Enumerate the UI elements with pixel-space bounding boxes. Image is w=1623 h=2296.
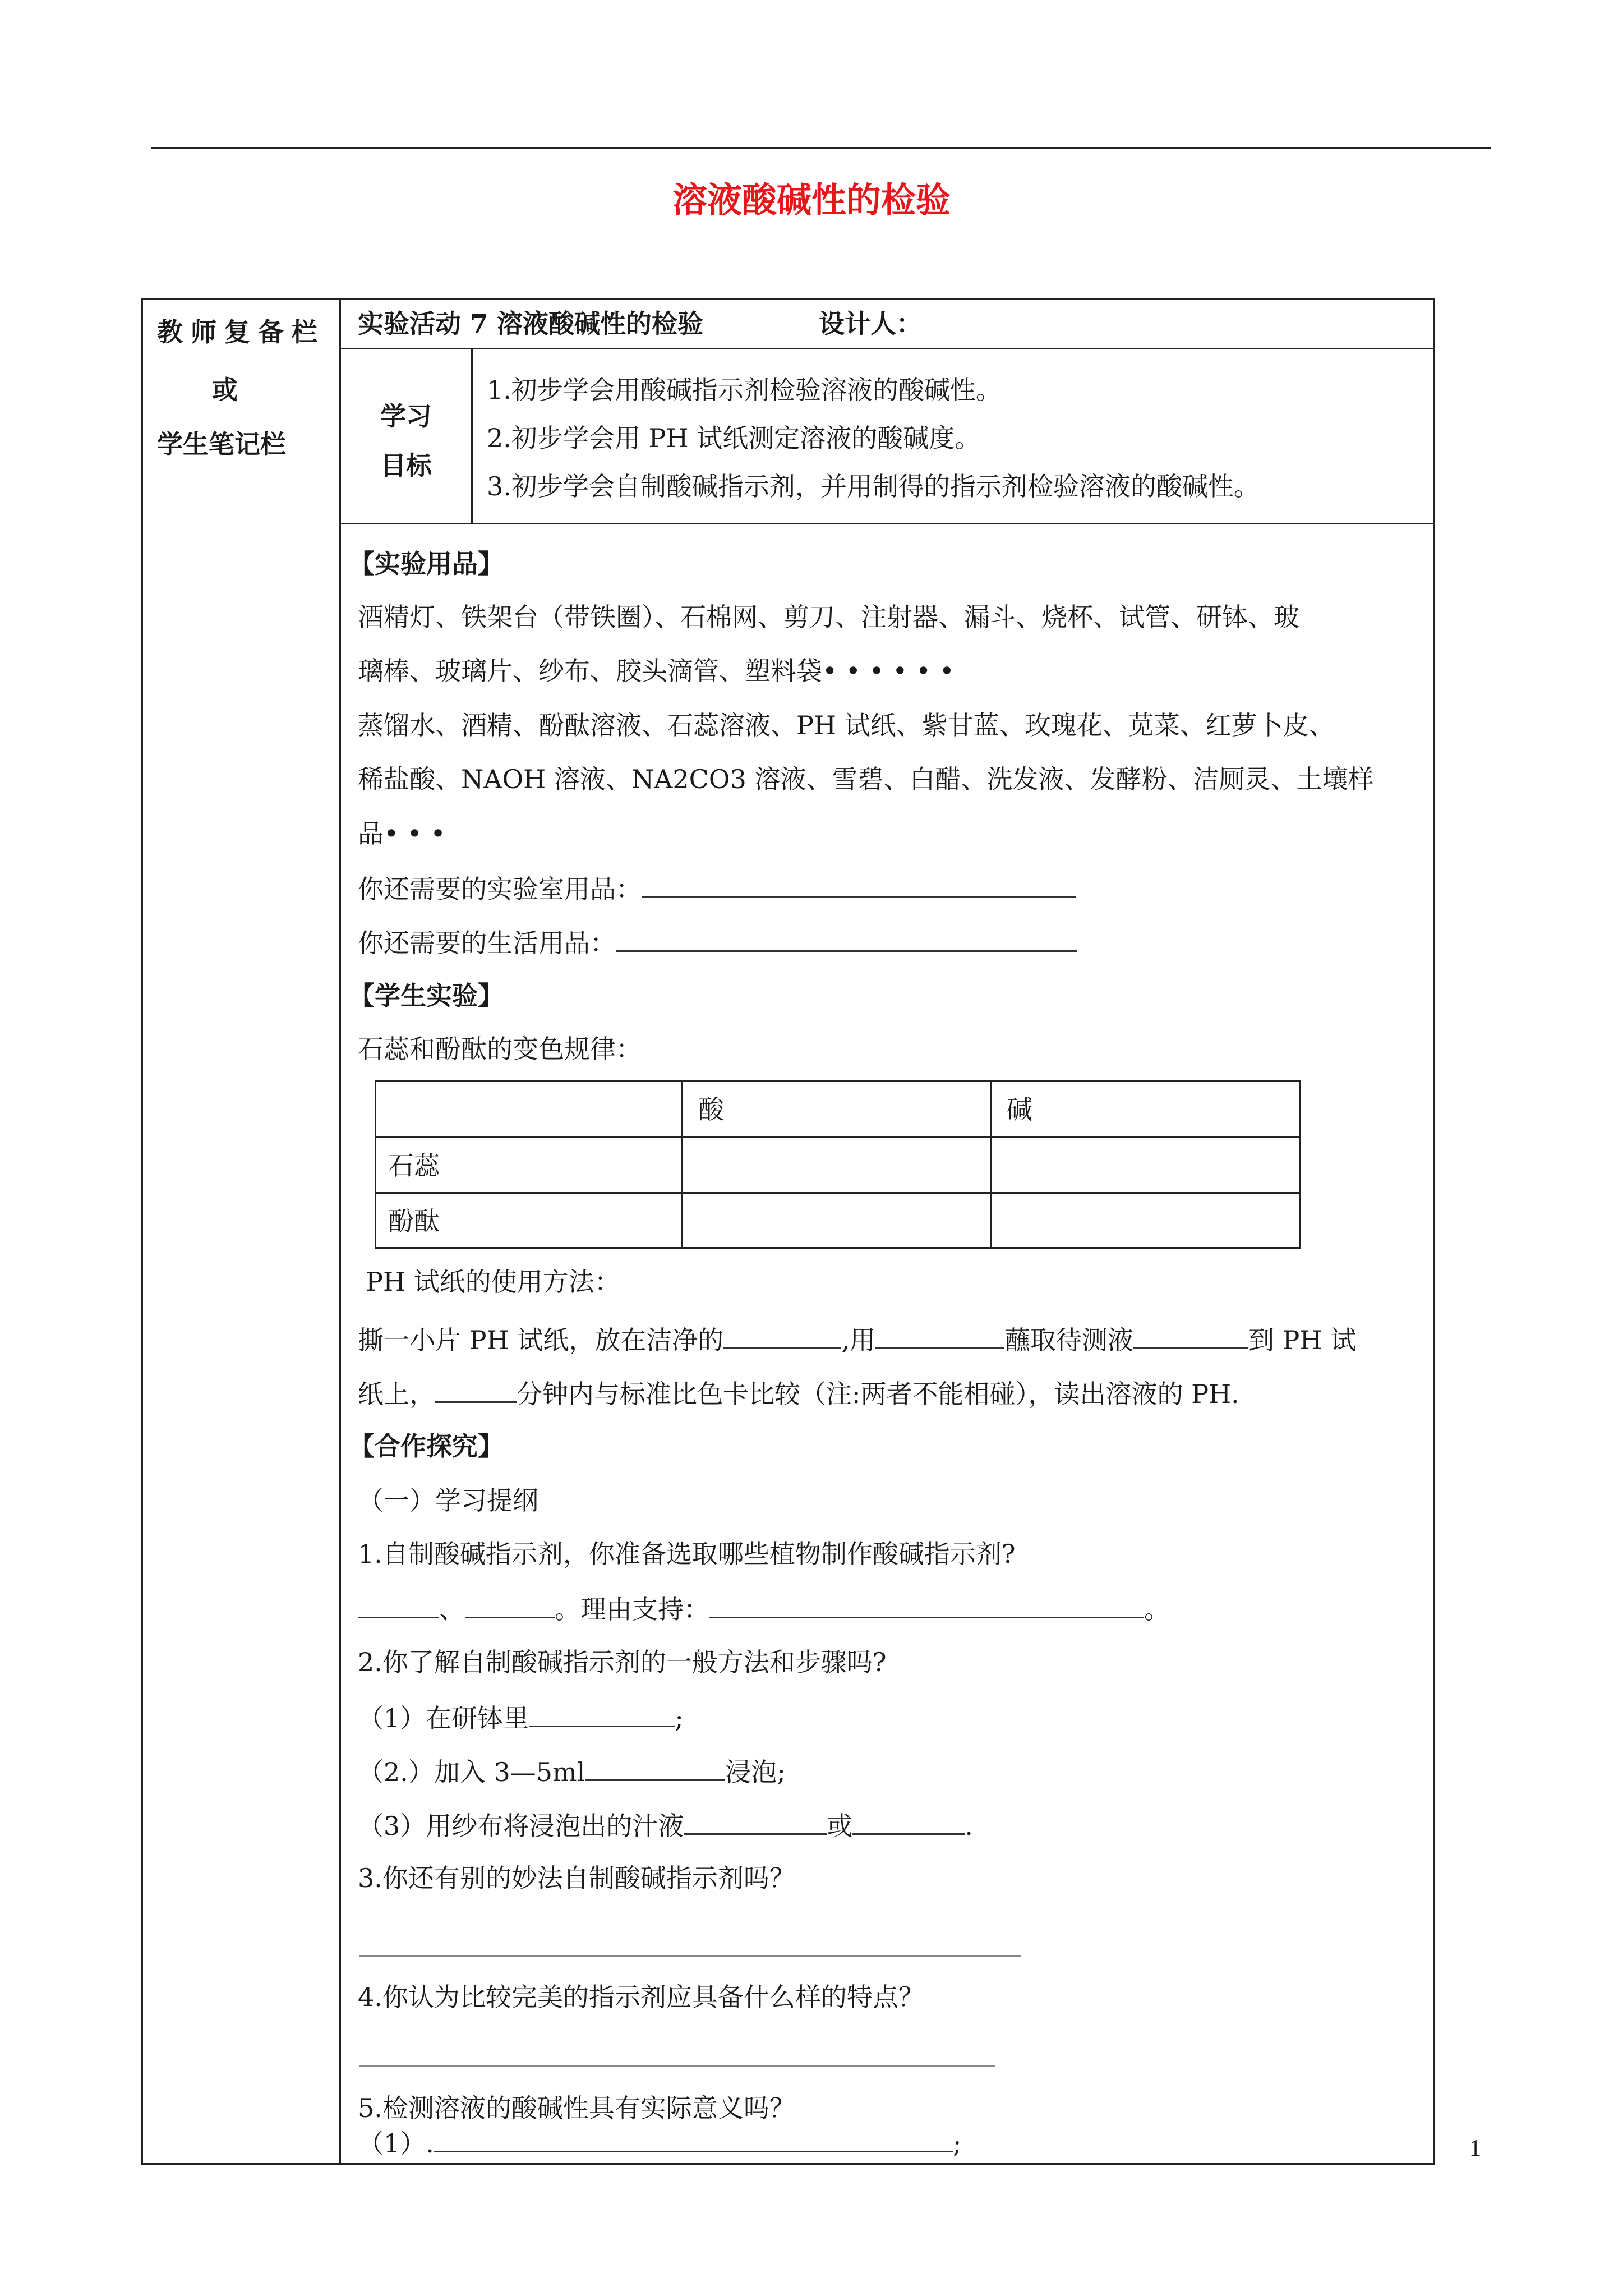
ph-usage-line-2 — [358, 1375, 1239, 1411]
step-1-end: ; — [675, 1703, 684, 1733]
q1-end: 。 — [1144, 1594, 1170, 1625]
step-2-label: （2.）加入 3—5ml — [358, 1757, 585, 1787]
step-3-end: . — [965, 1811, 973, 1841]
table-line-h1 — [375, 1080, 1301, 1082]
table-line-h4 — [375, 1247, 1301, 1249]
plant-blank-1[interactable] — [358, 1591, 439, 1618]
q5-item-1-blank[interactable] — [434, 2125, 953, 2152]
cooperation-heading: 【合作探究】 — [349, 1431, 504, 1461]
materials-line-1: 酒精灯、铁架台（带铁圈）、石棉网、剪刀、注射器、漏斗、烧杯、试管、研钵、玻 — [358, 602, 1299, 632]
materials-heading: 【实验用品】 — [349, 549, 504, 579]
step-3-blank-2[interactable] — [852, 1807, 965, 1835]
student-experiment-heading: 【学生实验】 — [349, 981, 504, 1011]
ph-blank-action[interactable] — [1133, 1322, 1248, 1349]
lab-supplies-prompt — [358, 871, 1076, 906]
step-3-or: 或 — [827, 1811, 853, 1841]
objective-1: 1.初步学会用酸碱指示剂检验溶液的酸碱性。 — [487, 375, 1002, 405]
ph-text-d: 到 PH 试 — [1248, 1325, 1357, 1355]
ph-blank-tool[interactable] — [875, 1322, 1004, 1349]
materials-line-3: 蒸馏水、酒精、酚酞溶液、石蕊溶液、PH 试纸、紫甘蓝、玫瑰花、苋菜、红萝卜皮、 — [358, 710, 1335, 740]
materials-line-2: 璃棒、玻璃片、纱布、胶头滴管、塑料袋• • • • • • — [358, 656, 955, 686]
question-1-answer — [358, 1591, 1170, 1626]
step-3-blank-1[interactable] — [684, 1807, 827, 1835]
sidebar-divider — [339, 298, 341, 2165]
color-table-caption: 石蕊和酚酞的变色规律： — [358, 1034, 642, 1064]
step-3 — [358, 1807, 973, 1843]
sidebar-label-3: 学生笔记栏 — [157, 429, 286, 459]
question-3-answer-line[interactable] — [359, 1955, 1021, 1957]
frame-bottom — [141, 2163, 1435, 2165]
q1-separator: 、 — [439, 1594, 465, 1625]
table-line-v3 — [990, 1080, 992, 1249]
ph-text-f: 分钟内与标准比色卡比较（注:两者不能相碰），读出溶液的 PH. — [517, 1379, 1239, 1409]
step-3-label: （3）用纱布将浸泡出的汁液 — [358, 1811, 684, 1841]
objectives-label-1: 学习 — [380, 401, 432, 431]
question-5-item-1 — [358, 2125, 961, 2160]
ph-text-c: 蘸取待测液 — [1004, 1325, 1133, 1355]
study-outline: （一）学习提纲 — [358, 1485, 538, 1516]
life-supplies-label: 你还需要的生活用品： — [358, 928, 616, 958]
ph-text-a: 撕一小片 PH 试纸，放在洁净的 — [358, 1325, 724, 1355]
table-header-acid: 酸 — [698, 1094, 724, 1125]
page-number: 1 — [1469, 2136, 1481, 2161]
sidebar-label-1: 教师复备栏 — [157, 317, 325, 347]
life-supplies-blank[interactable] — [616, 924, 1077, 952]
ph-blank-surface[interactable] — [723, 1322, 841, 1349]
materials-line-5: 品• • • — [358, 818, 446, 849]
q1-reason-label: 。理由支持： — [555, 1594, 709, 1625]
plant-blank-2[interactable] — [465, 1591, 555, 1618]
table-row-litmus: 石蕊 — [388, 1151, 440, 1181]
materials-line-4: 稀盐酸、NAOH 溶液、NA2CO3 溶液、雪碧、白醋、洗发液、发酵粉、洁厕灵、土壤样 — [358, 764, 1374, 794]
step-2 — [358, 1754, 786, 1789]
table-line-v1 — [375, 1080, 376, 1249]
objectives-label-divider — [471, 348, 473, 524]
designer-label: 设计人： — [819, 309, 922, 339]
life-supplies-prompt — [358, 924, 1077, 960]
ph-usage-title: PH 试纸的使用方法： — [366, 1267, 620, 1297]
question-3: 3.你还有别的妙法自制酸碱指示剂吗？ — [358, 1863, 795, 1893]
frame-left — [141, 298, 143, 2165]
question-1: 1.自制酸碱指示剂，你准备选取哪些植物制作酸碱指示剂? — [358, 1539, 1016, 1569]
lab-supplies-blank[interactable] — [642, 871, 1076, 898]
step-2-end: 浸泡; — [725, 1757, 786, 1787]
table-row-phenolphthalein: 酚酞 — [388, 1206, 440, 1236]
question-4-answer-line[interactable] — [359, 2065, 995, 2067]
objective-2: 2.初步学会用 PH 试纸测定溶液的酸碱度。 — [487, 423, 981, 453]
page-title: 溶液酸碱性的检验 — [672, 180, 951, 220]
question-5: 5.检测溶液的酸碱性具有实际意义吗？ — [358, 2093, 795, 2123]
q5-item-1-label: （1）. — [358, 2128, 434, 2159]
table-line-v4 — [1299, 1080, 1301, 1249]
step-2-blank[interactable] — [585, 1754, 725, 1781]
frame-right — [1433, 298, 1435, 2165]
ph-usage-line-1 — [358, 1322, 1356, 1357]
step-1-label: （1）在研钵里 — [358, 1703, 529, 1733]
question-4: 4.你认为比较完美的指示剂应具备什么样的特点？ — [358, 1982, 924, 2012]
table-line-h3 — [375, 1192, 1301, 1194]
reason-blank[interactable] — [709, 1591, 1144, 1618]
table-header-base: 碱 — [1007, 1094, 1032, 1125]
table-line-h2 — [375, 1136, 1301, 1138]
header-rule — [151, 147, 1491, 149]
header-row-bottom — [339, 348, 1435, 349]
objectives-bottom — [339, 523, 1435, 524]
step-1-blank[interactable] — [529, 1700, 675, 1727]
step-1 — [358, 1700, 684, 1735]
table-line-v2 — [681, 1080, 683, 1249]
ph-text-e: 纸上， — [358, 1379, 435, 1409]
ph-text-b: ,用 — [841, 1325, 875, 1355]
lab-supplies-label: 你还需要的实验室用品： — [358, 874, 642, 904]
objective-3: 3.初步学会自制酸碱指示剂，并用制得的指示剂检验溶液的酸碱性。 — [487, 471, 1260, 501]
sidebar-label-2: 或 — [212, 375, 238, 405]
frame-top — [141, 298, 1435, 300]
question-2: 2.你了解自制酸碱指示剂的一般方法和步骤吗? — [358, 1647, 887, 1677]
activity-title: 实验活动 7 溶液酸碱性的检验 — [358, 309, 704, 339]
q5-item-1-end: ; — [952, 2128, 962, 2159]
objectives-label-2: 目标 — [380, 450, 432, 481]
ph-blank-minutes[interactable] — [435, 1375, 517, 1403]
